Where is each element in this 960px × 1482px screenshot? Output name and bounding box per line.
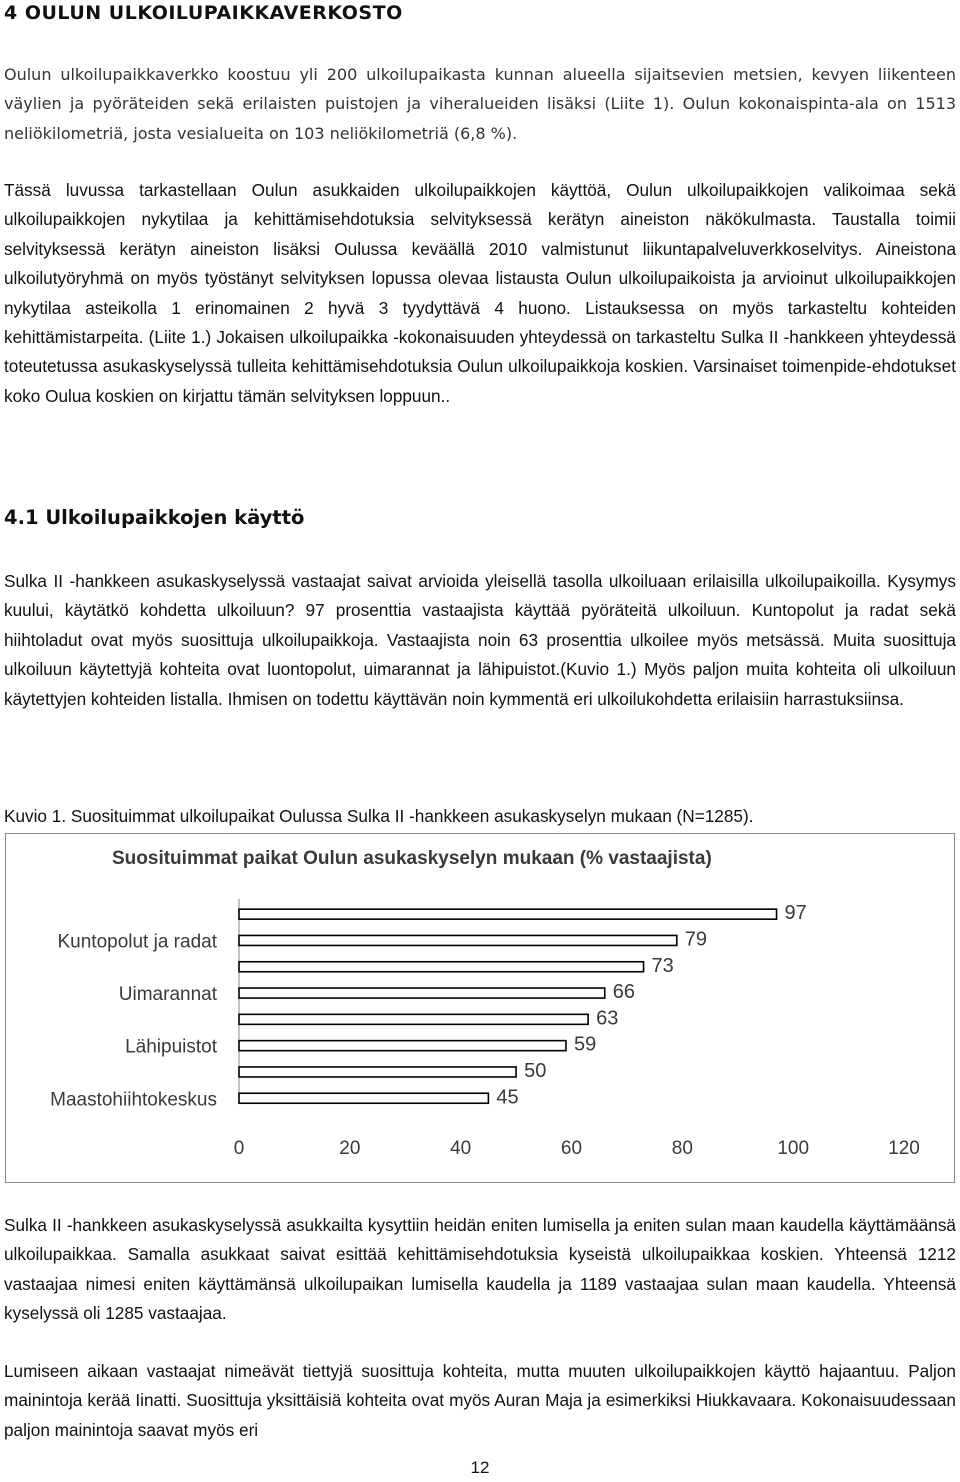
- bar: [239, 1067, 516, 1077]
- x-tick-label: 0: [233, 1138, 245, 1159]
- bar: [239, 962, 644, 972]
- bar: [239, 1014, 588, 1024]
- paragraph-usage: Sulka II -hankkeen asukaskyselyssä vastaajat saivat arvioida yleisellä tasolla ulkoiluaan erilaisilla ulkoilupaikoilla. Kysymys kuului, käytätkö kohdetta ulkoiluun? 97 prosenttia vastaajista käyttää pyöräteitä ulkoiluun. Kuntopolut ja radat sekä hiihtoladut ovat myös suosittuja ulkoilupaikkoja. Vastaajista noin 63 prosenttia ulkoilee myös metsässä. Muita suosittuja ulkoiluun käytettyjä kohteita ovat luontopolut, uimarannat ja lähipuistot.(Kuvio 1.) Myös paljon muita kohteita oli ulkoiluun käytettyjen kohteiden listalla. Ihmisen on todettu käyttävän noin kymmentä eri ulkoilukohdetta erilaisiin harrastuksiinsa.: [4, 571, 956, 709]
- category-label: Maastohiihtokeskus: [50, 1089, 217, 1111]
- chart-title: Suosituimmat paikat Oulun asukaskyselyn mukaan (% vastaajista): [112, 848, 712, 869]
- x-tick-label: 120: [888, 1138, 920, 1159]
- x-tick-label: 40: [450, 1138, 472, 1159]
- category-label: Uimarannat: [118, 984, 217, 1006]
- data-label: 63: [596, 1007, 619, 1030]
- bar: [239, 1093, 488, 1103]
- bar: [239, 1041, 566, 1051]
- x-tick-label: 20: [339, 1138, 361, 1159]
- bar: [239, 988, 605, 998]
- data-label: 45: [496, 1086, 519, 1109]
- data-label: 79: [684, 928, 708, 951]
- data-label: 66: [612, 981, 635, 1004]
- subsection-heading: 4.1 Ulkoilupaikkojen käyttö: [4, 506, 305, 529]
- paragraph-survey: Sulka II -hankkeen asukaskyselyssä asukkailta kysyttiin heidän eniten lumisella ja eniten sulan maan kaudella käyttämäänsä ulkoilupaikkaa. Samalla asukkaat saivat esittää kehittämisehdotuksia kyseistä ulkoilupaikkaa koskien. Yhteensä 1212 vastaajaa nimesi eniten käyttämänsä ulkoilupaikan lumisella kaudella ja 1189 vastaajaa sulan maan kaudella. Yhteensä kyselyssä oli 1285 vastaajaa.: [4, 1215, 956, 1324]
- paragraph-overview: Tässä luvussa tarkastellaan Oulun asukkaiden ulkoilupaikkojen käyttöä, Oulun ulkoilupaikkojen valikoimaa sekä ulkoilupaikkojen nykytilaa ja kehittämisehdotuksia selvityksessä kerätyn aineiston näkökulmasta. Taustalla toimii selvityksessä kerätyn aineiston lisäksi Oulussa keväällä 2010 valmistunut liikuntapalveluverkkoselvitys. Aineistona ulkoilutyöryhmä on myös työstänyt selvityksen lopussa olevaa listausta Oulun ulkoilupaikoista ja arvioinut ulkoilupaikkojen nykytilaa asteikolla 1 erinomainen 2 hyvä 3 tyydyttävä 4 huono. Listauksessa on myös tarkasteltu kohteiden kehittämistarpeita. (Liite 1.) Jokaisen ulkoilupaikka -kokonaisuuden yhteydessä on tarkasteltu Sulka II -hankkeen yhteydessä toteutetussa asukaskyselyssä tulleita kehittämisehdotuksia Oulun ulkoilupaikkoja koskien. Varsinaiset toimenpide-ehdotukset koko Oulua koskien on kirjattu tämän selvityksen loppuun..: [4, 180, 956, 406]
- section-heading: 4 OULUN ULKOILUPAIKKAVERKOSTO: [4, 2, 403, 24]
- figure-caption: Kuvio 1. Suosituimmat ulkoilupaikat Oulussa Sulka II -hankkeen asukaskyselyn mukaan (N=1285).: [4, 806, 754, 826]
- paragraph-intro: Oulun ulkoilupaikkaverkko koostuu yli 200 ulkoilupaikasta kunnan alueella sijaitsevien metsien, kevyen liikenteen väylien ja pyöräteiden sekä erilaisten puistojen ja viheralueiden lisäksi (Liite 1). Oulun kokonaispinta-ala on 1513 neliökilometriä, josta vesialueita on 103 neliökilometriä (6,8 %).: [4, 65, 956, 143]
- data-label: 59: [573, 1033, 597, 1056]
- x-tick-label: 100: [777, 1138, 810, 1159]
- bar: [239, 935, 677, 945]
- data-label: 97: [784, 902, 807, 925]
- category-label: Kuntopolut ja radat: [57, 931, 217, 953]
- page-number: 12: [470, 1458, 490, 1477]
- x-tick-label: 80: [671, 1138, 693, 1159]
- bar: [239, 909, 777, 919]
- data-label: 73: [651, 954, 674, 977]
- x-tick-label: 60: [560, 1138, 583, 1159]
- category-label: Lähipuistot: [125, 1036, 217, 1058]
- data-label: 50: [524, 1059, 547, 1082]
- paragraph-winter: Lumiseen aikaan vastaajat nimeävät tiettyjä suosittuja kohteita, mutta muuten ulkoilupaikkojen käyttö hajaantuu. Paljon mainintoja kerää Iinatti. Suosittuja yksittäisiä kohteita ovat myös Auran Maja ja esimerkiksi Hiukkavaara. Kokonaisuudessaan paljon mainintoja saavat myös eri: [4, 1361, 956, 1440]
